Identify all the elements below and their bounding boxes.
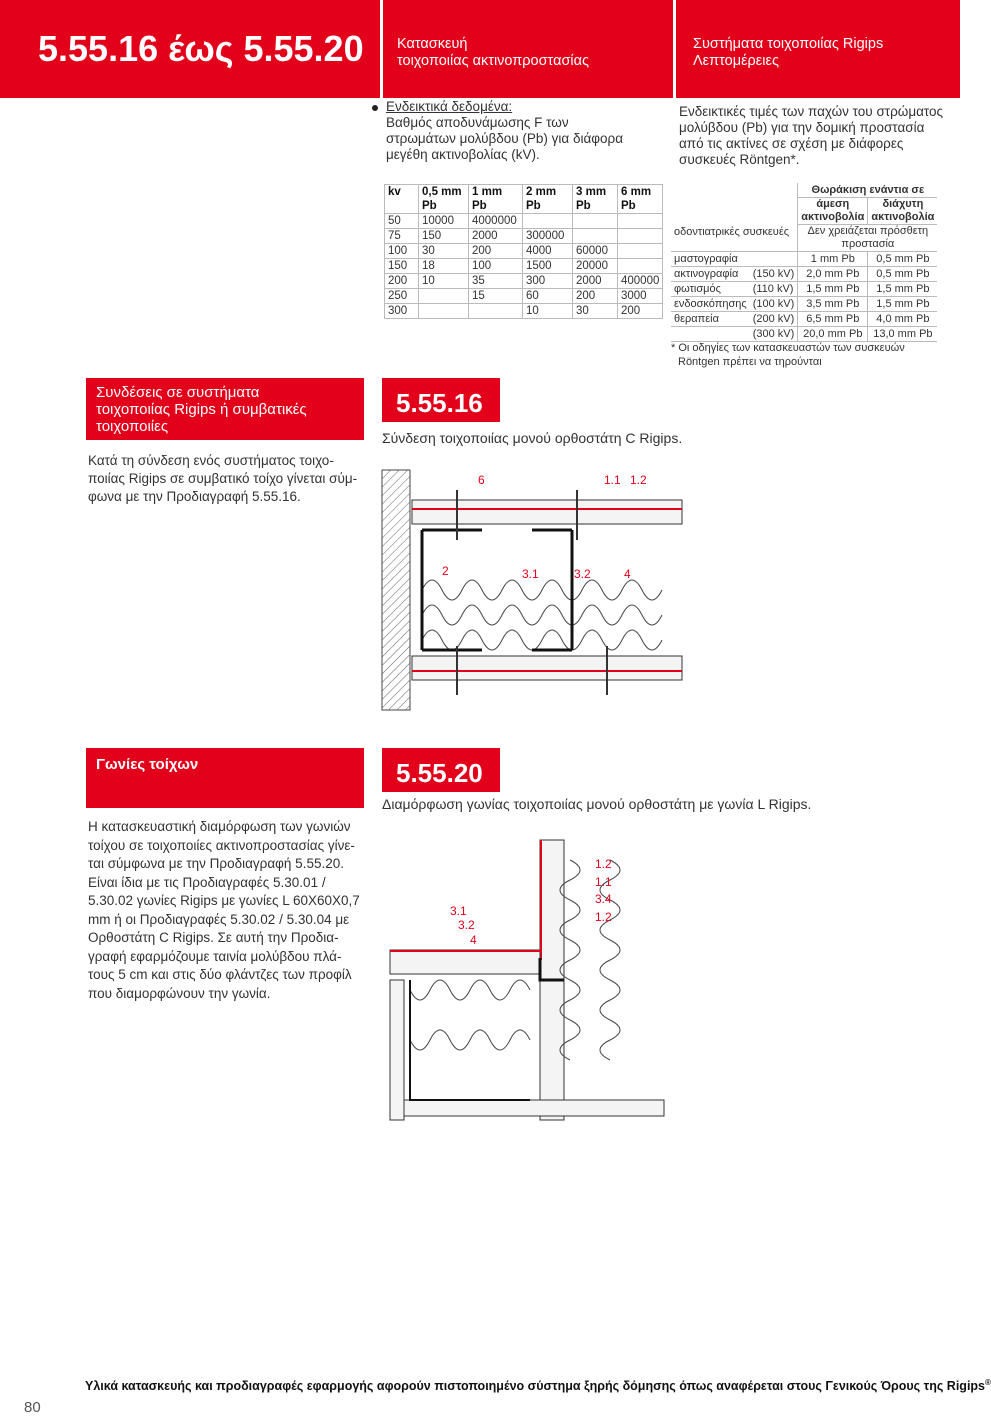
spec-number-box: 5.55.20 <box>382 748 500 792</box>
table-cell <box>750 252 798 267</box>
gypsum-board <box>390 980 404 1120</box>
table-cell: 200 <box>618 304 663 319</box>
spec-number-box: 5.55.16 <box>382 378 500 422</box>
section2-line: Ορθοστάτη C Rigips. Σε αυτή την Προδια- <box>88 930 339 945</box>
table-cell: 4,0 mm Pb <box>868 312 938 327</box>
section2-text <box>88 818 364 1003</box>
table-cell: 3,5 mm Pb <box>798 297 868 312</box>
table-cell: 300 <box>523 274 573 289</box>
section2-line: τους 5 cm και στις δύο φλάντζες των προφίλ <box>88 967 352 982</box>
table-header-cell: 2 mm Pb <box>523 185 573 214</box>
table-cell: 20,0 mm Pb <box>798 327 868 342</box>
header-divider <box>380 0 383 98</box>
table-cell <box>618 214 663 229</box>
table-cell: 60000 <box>573 244 618 259</box>
table-header-cell: 1 mm Pb <box>469 185 523 214</box>
section-heading-line: τοιχοποιίας Rigips ή συμβατικές <box>96 401 307 418</box>
section2-line: Είναι ίδια με τις Προδιαγραφές 5.30.01 / <box>88 874 326 890</box>
callout-label: 6 <box>478 473 485 487</box>
page-number: 80 <box>24 1399 41 1416</box>
rontgen-title: Θωράκιση ενάντια σε <box>798 183 938 198</box>
header-subcategory-line1: Συστήματα τοιχοποιίας Rigips <box>693 36 884 52</box>
table-cell: 1500 <box>523 259 573 274</box>
lead-sheet <box>412 670 682 672</box>
table-cell: 3000 <box>618 289 663 304</box>
table-row <box>385 229 663 244</box>
intro-right-line: μολύβδου (Pb) για την δομική προστασία <box>679 120 925 135</box>
section-heading-box <box>86 378 364 440</box>
table-row <box>385 214 663 229</box>
callout-label: 1.1 <box>604 473 621 487</box>
table-cell <box>618 229 663 244</box>
table-cell <box>618 244 663 259</box>
footer-text: Υλικά κατασκευής και προδιαγραφές εφαρμογής αφορούν πιστοποιημένο σύστημα ξηρής δόμησης όπως αναφέρεται στους Γενικούς Όρους της Rigips® <box>85 1378 991 1394</box>
section2-line: τοίχου σε τοιχοποιίες ακτινοπροστασίας γίνε- <box>88 837 355 853</box>
table-row <box>671 282 937 297</box>
table-header-row <box>385 185 663 214</box>
lead-sheet <box>390 950 542 952</box>
table-cell: 10 <box>419 274 469 289</box>
table-cell: 1,5 mm Pb <box>868 282 938 297</box>
table-cell: 2000 <box>469 229 523 244</box>
table-cell: μαστογραφία <box>671 252 750 267</box>
section-range-title: 5.55.16 έως 5.55.20 <box>38 28 364 69</box>
table-cell: 0,5 mm Pb <box>868 252 938 267</box>
wall-connection-drawing <box>382 470 682 710</box>
table-cell: 4000000 <box>469 214 523 229</box>
callout-label: 1.2 <box>595 857 612 871</box>
table-cell <box>573 214 618 229</box>
rontgen-col-direct: άμεση ακτινοβολία <box>798 198 868 225</box>
header-bar <box>0 0 960 98</box>
table-cell: 10 <box>523 304 573 319</box>
table-cell <box>573 229 618 244</box>
table-row <box>385 244 663 259</box>
table-cell: 4000 <box>523 244 573 259</box>
table-cell: 10000 <box>419 214 469 229</box>
intro-right-text <box>679 104 943 168</box>
c-profile <box>532 530 572 650</box>
table-cell: 200 <box>573 289 618 304</box>
callout-label: 3.2 <box>458 918 475 932</box>
rontgen-note <box>671 341 905 369</box>
table-row <box>385 304 663 319</box>
table-cell: 1,5 mm Pb <box>868 297 938 312</box>
callout-label: 2 <box>442 564 449 578</box>
table-cell <box>419 304 469 319</box>
table-cell: 300000 <box>523 229 573 244</box>
table-cell: 6,5 mm Pb <box>798 312 868 327</box>
table-cell: 15 <box>469 289 523 304</box>
masonry-wall <box>382 470 410 710</box>
table-cell: φωτισμός <box>671 282 750 297</box>
table-cell: 1 mm Pb <box>798 252 868 267</box>
gypsum-board <box>390 1100 664 1116</box>
table-cell <box>469 304 523 319</box>
table-row <box>385 289 663 304</box>
header-category <box>397 36 589 70</box>
section-heading-box: Γωνίες τοίχων <box>86 748 364 808</box>
section2-line: mm ή οι Προδιαγραφές 5.30.02 / 5.30.04 με <box>88 911 350 927</box>
callout-label: 3.1 <box>522 567 539 581</box>
gypsum-board <box>412 500 682 524</box>
rontgen-dental-note: Δεν χρειάζεται πρόσθετη προστασία <box>798 225 938 252</box>
callout-label: 3.1 <box>450 904 467 918</box>
intro-text <box>386 99 623 163</box>
table-header-cell: kv <box>385 185 419 214</box>
table-cell <box>671 327 750 342</box>
header-category-line2: τοιχοποιίας ακτινοπροστασίας <box>397 53 589 69</box>
table-cell: (200 kV) <box>750 312 798 327</box>
lead-sheet <box>540 840 542 960</box>
table-row <box>671 267 937 282</box>
table-cell: ακτινογραφία <box>671 267 750 282</box>
table-cell: 20000 <box>573 259 618 274</box>
table-cell: (150 kV) <box>750 267 798 282</box>
table-cell: 0,5 mm Pb <box>868 267 938 282</box>
callout-label: 3.4 <box>595 892 612 906</box>
table-cell: (110 kV) <box>750 282 798 297</box>
table-cell: 13,0 mm Pb <box>868 327 938 342</box>
table-cell <box>419 289 469 304</box>
section2-line: Η κατασκευαστική διαμόρφωση των γωνιών <box>88 819 351 834</box>
table-cell: 300 <box>385 304 419 319</box>
table-cell: θεραπεία <box>671 312 750 327</box>
table-cell: 2000 <box>573 274 618 289</box>
table-cell: 200 <box>469 244 523 259</box>
table-cell: 400000 <box>618 274 663 289</box>
section2-line: γραφή εφαρμόζουμε ταινία μολύβδου πλά- <box>88 948 342 964</box>
table-header-cell: 0,5 mm Pb <box>419 185 469 214</box>
table-cell: 200 <box>385 274 419 289</box>
table-header-cell: 3 mm Pb <box>573 185 618 214</box>
section2-line: 5.30.02 γωνίες Rigips με γωνίες L 60Χ60Χ0,7 <box>88 893 360 908</box>
intro-line: μεγέθη ακτινοβολίας (kV). <box>386 147 540 162</box>
table-cell: 100 <box>385 244 419 259</box>
table-cell: 1,5 mm Pb <box>798 282 868 297</box>
bullet-icon <box>372 105 378 111</box>
c-profile <box>422 530 482 650</box>
table-cell: 150 <box>419 229 469 244</box>
header-subcategory-line2: Λεπτομέρειες <box>693 53 779 69</box>
section1-text <box>88 452 364 506</box>
rontgen-table <box>671 183 937 342</box>
callout-label: 3.2 <box>574 567 591 581</box>
table-row <box>671 297 937 312</box>
table-cell <box>523 214 573 229</box>
intro-right-line: από τις ακτίνες σε σχέση με διάφορες <box>679 136 904 151</box>
table-cell: 18 <box>419 259 469 274</box>
gypsum-board <box>390 950 540 974</box>
figure-caption: Διαμόρφωση γωνίας τοιχοποιίας μονού ορθοστάτη με γωνία L Rigips. <box>382 796 812 812</box>
table-cell: 250 <box>385 289 419 304</box>
table-cell: 2,0 mm Pb <box>798 267 868 282</box>
wall-corner-drawing <box>390 840 670 1120</box>
table-cell: 150 <box>385 259 419 274</box>
section1-line: φωνα με την Προδιαγραφή 5.55.16. <box>88 489 301 504</box>
callout-label: 1.1 <box>595 875 612 889</box>
table-cell: 100 <box>469 259 523 274</box>
table-cell: 30 <box>419 244 469 259</box>
table-row <box>385 259 663 274</box>
table-header-cell: 6 mm Pb <box>618 185 663 214</box>
table-cell <box>618 259 663 274</box>
section-heading-line: Συνδέσεις σε συστήματα <box>96 384 260 401</box>
table-row <box>671 327 937 342</box>
section2-line: που διαμορφώνουν την γωνία. <box>88 985 271 1001</box>
insulation <box>422 580 662 650</box>
rontgen-dental: οδοντιατρικές συσκευές <box>671 225 798 252</box>
table-cell: (300 kV) <box>750 327 798 342</box>
gypsum-board <box>412 656 682 680</box>
table-row <box>671 312 937 327</box>
table-row <box>671 252 937 267</box>
section1-line: ποιίας Rigips σε συμβατικό τοίχο γίνεται σύμ- <box>88 471 358 486</box>
callout-label: 1.2 <box>595 910 612 924</box>
callout-label: 1.2 <box>630 473 647 487</box>
intro-line: Βαθμός αποδυνάμωσης F των <box>386 115 569 130</box>
section2-line: ται σύμφωνα με την Προδιαγραφή 5.55.20. <box>88 856 344 871</box>
attenuation-table <box>384 184 663 319</box>
table-cell: 30 <box>573 304 618 319</box>
callout-label: 4 <box>470 933 477 947</box>
lead-sheet <box>412 508 682 510</box>
intro-heading: Ενδεικτικά δεδομένα: <box>386 99 513 114</box>
table-row <box>385 274 663 289</box>
section1-line: Κατά τη σύνδεση ενός συστήματος τοιχο- <box>88 453 334 468</box>
section-heading-line: τοιχοποιίες <box>96 418 169 435</box>
table-cell: 60 <box>523 289 573 304</box>
intro-right-line: συσκευές Röntgen*. <box>679 152 800 167</box>
callout-label: 4 <box>624 567 631 581</box>
header-category-line1: Κατασκευή <box>397 36 468 52</box>
header-divider <box>673 0 676 98</box>
intro-line: στρωμάτων μολύβδου (Pb) για διάφορα <box>386 131 624 146</box>
table-cell: 35 <box>469 274 523 289</box>
rontgen-note-line: * Οι οδηγίες των κατασκευαστών των συσκευών <box>671 342 905 354</box>
rontgen-note-line: Röntgen πρέπει να τηρούνται <box>678 356 822 368</box>
rontgen-col-scatter: διάχυτη ακτινοβολία <box>868 198 938 225</box>
table-cell: 50 <box>385 214 419 229</box>
intro-right-line: Ενδεικτικές τιμές των παχών του στρώματος <box>679 104 944 119</box>
figure-caption: Σύνδεση τοιχοποιίας μονού ορθοστάτη C Rigips. <box>382 430 683 446</box>
header-subcategory <box>693 36 883 70</box>
table-cell: ενδοσκόπησης <box>671 297 750 312</box>
table-cell: (100 kV) <box>750 297 798 312</box>
table-cell: 75 <box>385 229 419 244</box>
